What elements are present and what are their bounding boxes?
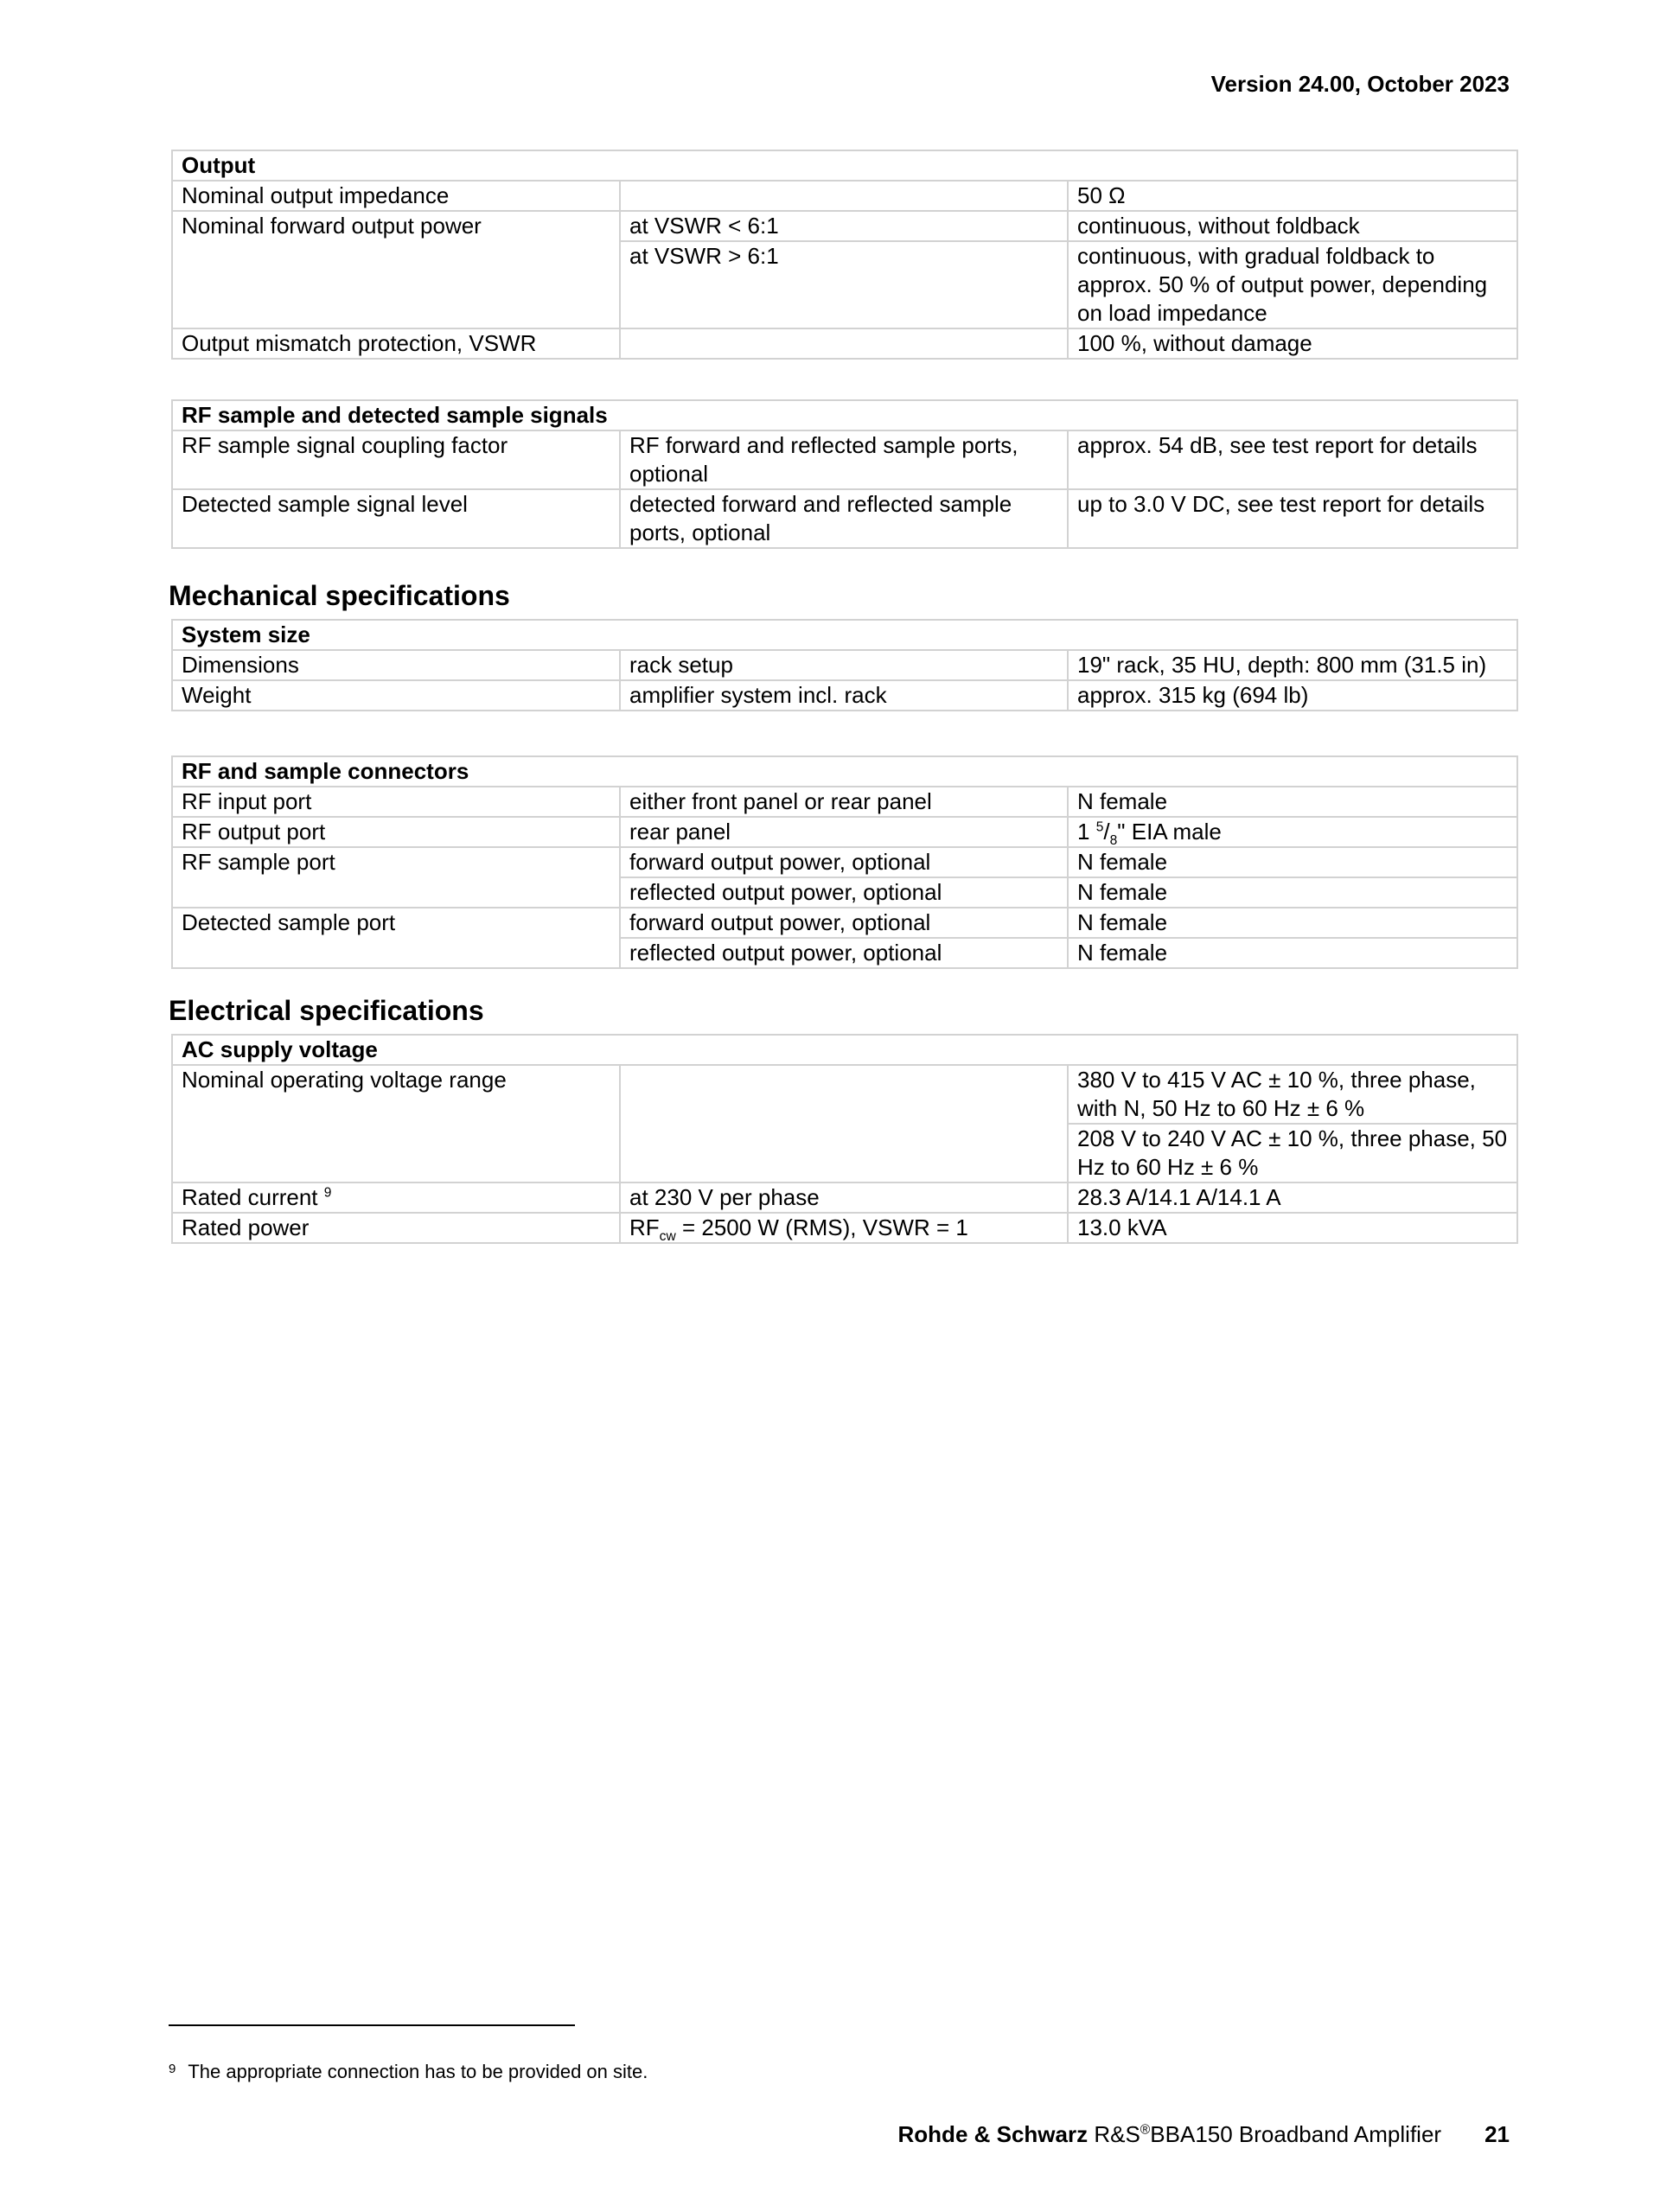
value-cell: 380 V to 415 V AC ± 10 %, three phase, with N, 50 Hz to 60 Hz ± 6 % bbox=[1068, 1065, 1517, 1124]
table-header-row bbox=[172, 150, 1517, 181]
param-cell: Dimensions bbox=[172, 650, 620, 680]
registered-mark: ® bbox=[1140, 2122, 1151, 2138]
value-cell: 13.0 kVA bbox=[1068, 1213, 1517, 1243]
value-cell: approx. 315 kg (694 lb) bbox=[1068, 680, 1517, 711]
condition-cell: detected forward and reflected sample ports, optional bbox=[620, 489, 1068, 548]
document-version: Version 24.00, October 2023 bbox=[1210, 71, 1510, 97]
condition-cell: rear panel bbox=[620, 817, 1068, 847]
param-cell: Output mismatch protection, VSWR bbox=[172, 328, 620, 359]
table-header-row bbox=[172, 400, 1517, 430]
param-cell: Nominal forward output power bbox=[172, 211, 620, 328]
value-cell: N female bbox=[1068, 787, 1517, 817]
electrical-specifications-heading: Electrical specifications bbox=[169, 995, 484, 1026]
param-cell: Detected sample port bbox=[172, 908, 620, 968]
cond-rest: = 2500 W (RMS), VSWR = 1 bbox=[675, 1214, 968, 1240]
mechanical-specifications-heading: Mechanical specifications bbox=[169, 580, 510, 611]
value-cell: 100 %, without damage bbox=[1068, 328, 1517, 359]
table-row bbox=[172, 489, 1517, 548]
footer-product: BBA150 Broadband Amplifier bbox=[1150, 2121, 1442, 2147]
table-row bbox=[172, 430, 1517, 489]
footnote-mark: 9 bbox=[169, 2062, 176, 2076]
condition-cell: at VSWR > 6:1 bbox=[620, 241, 1068, 328]
table-row bbox=[172, 908, 1517, 938]
param-cell: Rated power bbox=[172, 1213, 620, 1243]
footnote-text: The appropriate connection has to be provided on site. bbox=[188, 2061, 648, 2082]
condition-cell: RF forward and reflected sample ports, optional bbox=[620, 430, 1068, 489]
value-cell: 19" rack, 35 HU, depth: 800 mm (31.5 in) bbox=[1068, 650, 1517, 680]
fraction-denominator: 8 bbox=[1109, 833, 1118, 849]
table-row bbox=[172, 817, 1517, 847]
table-row bbox=[172, 211, 1517, 241]
value-cell: approx. 54 dB, see test report for details bbox=[1068, 430, 1517, 489]
condition-cell: at VSWR < 6:1 bbox=[620, 211, 1068, 241]
value-cell: N female bbox=[1068, 877, 1517, 908]
cond-prefix: RF bbox=[629, 1214, 660, 1240]
param-cell bbox=[172, 1182, 620, 1213]
footnote-divider bbox=[169, 2024, 575, 2026]
footer-company: Rohde & Schwarz bbox=[897, 2121, 1089, 2147]
page-number: 21 bbox=[1484, 2121, 1510, 2147]
footnote-reference[interactable]: 9 bbox=[323, 1185, 332, 1201]
param-cell: RF sample signal coupling factor bbox=[172, 430, 620, 489]
value-cell: N female bbox=[1068, 908, 1517, 938]
value-cell: 50 Ω bbox=[1068, 181, 1517, 211]
param-cell: Detected sample signal level bbox=[172, 489, 620, 548]
table-header-row bbox=[172, 620, 1517, 650]
table-title: System size bbox=[172, 620, 1517, 650]
table-row bbox=[172, 847, 1517, 877]
rf-sample-spec-table bbox=[171, 399, 1518, 549]
table-row bbox=[172, 1182, 1517, 1213]
table-header-row bbox=[172, 756, 1517, 787]
footer-product-prefix: R&S bbox=[1088, 2121, 1140, 2147]
value-cell: 1 $^5/_8$" EIA male bbox=[1068, 817, 1517, 847]
param-cell: Nominal output impedance bbox=[172, 181, 620, 211]
condition-cell bbox=[620, 1213, 1068, 1243]
value-cell: N female bbox=[1068, 847, 1517, 877]
condition-cell: forward output power, optional bbox=[620, 908, 1068, 938]
value-whole: 1 bbox=[1077, 819, 1096, 845]
table-title: RF sample and detected sample signals bbox=[172, 400, 1517, 430]
param-cell: Nominal operating voltage range bbox=[172, 1065, 620, 1182]
fraction-numerator: 5 bbox=[1095, 819, 1104, 835]
condition-cell: either front panel or rear panel bbox=[620, 787, 1068, 817]
condition-cell: reflected output power, optional bbox=[620, 938, 1068, 968]
table-row bbox=[172, 1213, 1517, 1243]
output-spec-table bbox=[171, 150, 1518, 360]
condition-cell: at 230 V per phase bbox=[620, 1182, 1068, 1213]
condition-cell bbox=[620, 1065, 1068, 1182]
value-rest: " EIA male bbox=[1117, 819, 1222, 845]
condition-cell bbox=[620, 181, 1068, 211]
table-row bbox=[172, 680, 1517, 711]
table-title: Output bbox=[172, 150, 1517, 181]
value-cell: up to 3.0 V DC, see test report for details bbox=[1068, 489, 1517, 548]
table-row bbox=[172, 181, 1517, 211]
table-title: RF and sample connectors bbox=[172, 756, 1517, 787]
condition-cell: reflected output power, optional bbox=[620, 877, 1068, 908]
value-cell: 28.3 A/14.1 A/14.1 A bbox=[1068, 1182, 1517, 1213]
page-footer bbox=[898, 2121, 1510, 2148]
cond-subscript: cw bbox=[659, 1229, 676, 1245]
value-cell: continuous, without foldback bbox=[1068, 211, 1517, 241]
condition-cell bbox=[620, 328, 1068, 359]
param-cell: Weight bbox=[172, 680, 620, 711]
condition-cell: rack setup bbox=[620, 650, 1068, 680]
param-cell: RF sample port bbox=[172, 847, 620, 908]
condition-cell: amplifier system incl. rack bbox=[620, 680, 1068, 711]
system-size-spec-table bbox=[171, 619, 1518, 711]
condition-cell: forward output power, optional bbox=[620, 847, 1068, 877]
param-cell: RF input port bbox=[172, 787, 620, 817]
table-row bbox=[172, 328, 1517, 359]
param-text: Rated current bbox=[182, 1184, 318, 1210]
table-title: AC supply voltage bbox=[172, 1035, 1517, 1065]
footnote bbox=[169, 2061, 648, 2083]
table-header-row bbox=[172, 1035, 1517, 1065]
table-row bbox=[172, 650, 1517, 680]
param-cell: RF output port bbox=[172, 817, 620, 847]
value-cell: continuous, with gradual foldback to approx. 50 % of output power, depending on load impedance bbox=[1068, 241, 1517, 328]
value-cell: N female bbox=[1068, 938, 1517, 968]
value-cell: 208 V to 240 V AC ± 10 %, three phase, 50 Hz to 60 Hz ± 6 % bbox=[1068, 1124, 1517, 1182]
table-row bbox=[172, 787, 1517, 817]
connectors-spec-table bbox=[171, 755, 1518, 969]
table-row bbox=[172, 1065, 1517, 1124]
ac-supply-spec-table bbox=[171, 1034, 1518, 1244]
